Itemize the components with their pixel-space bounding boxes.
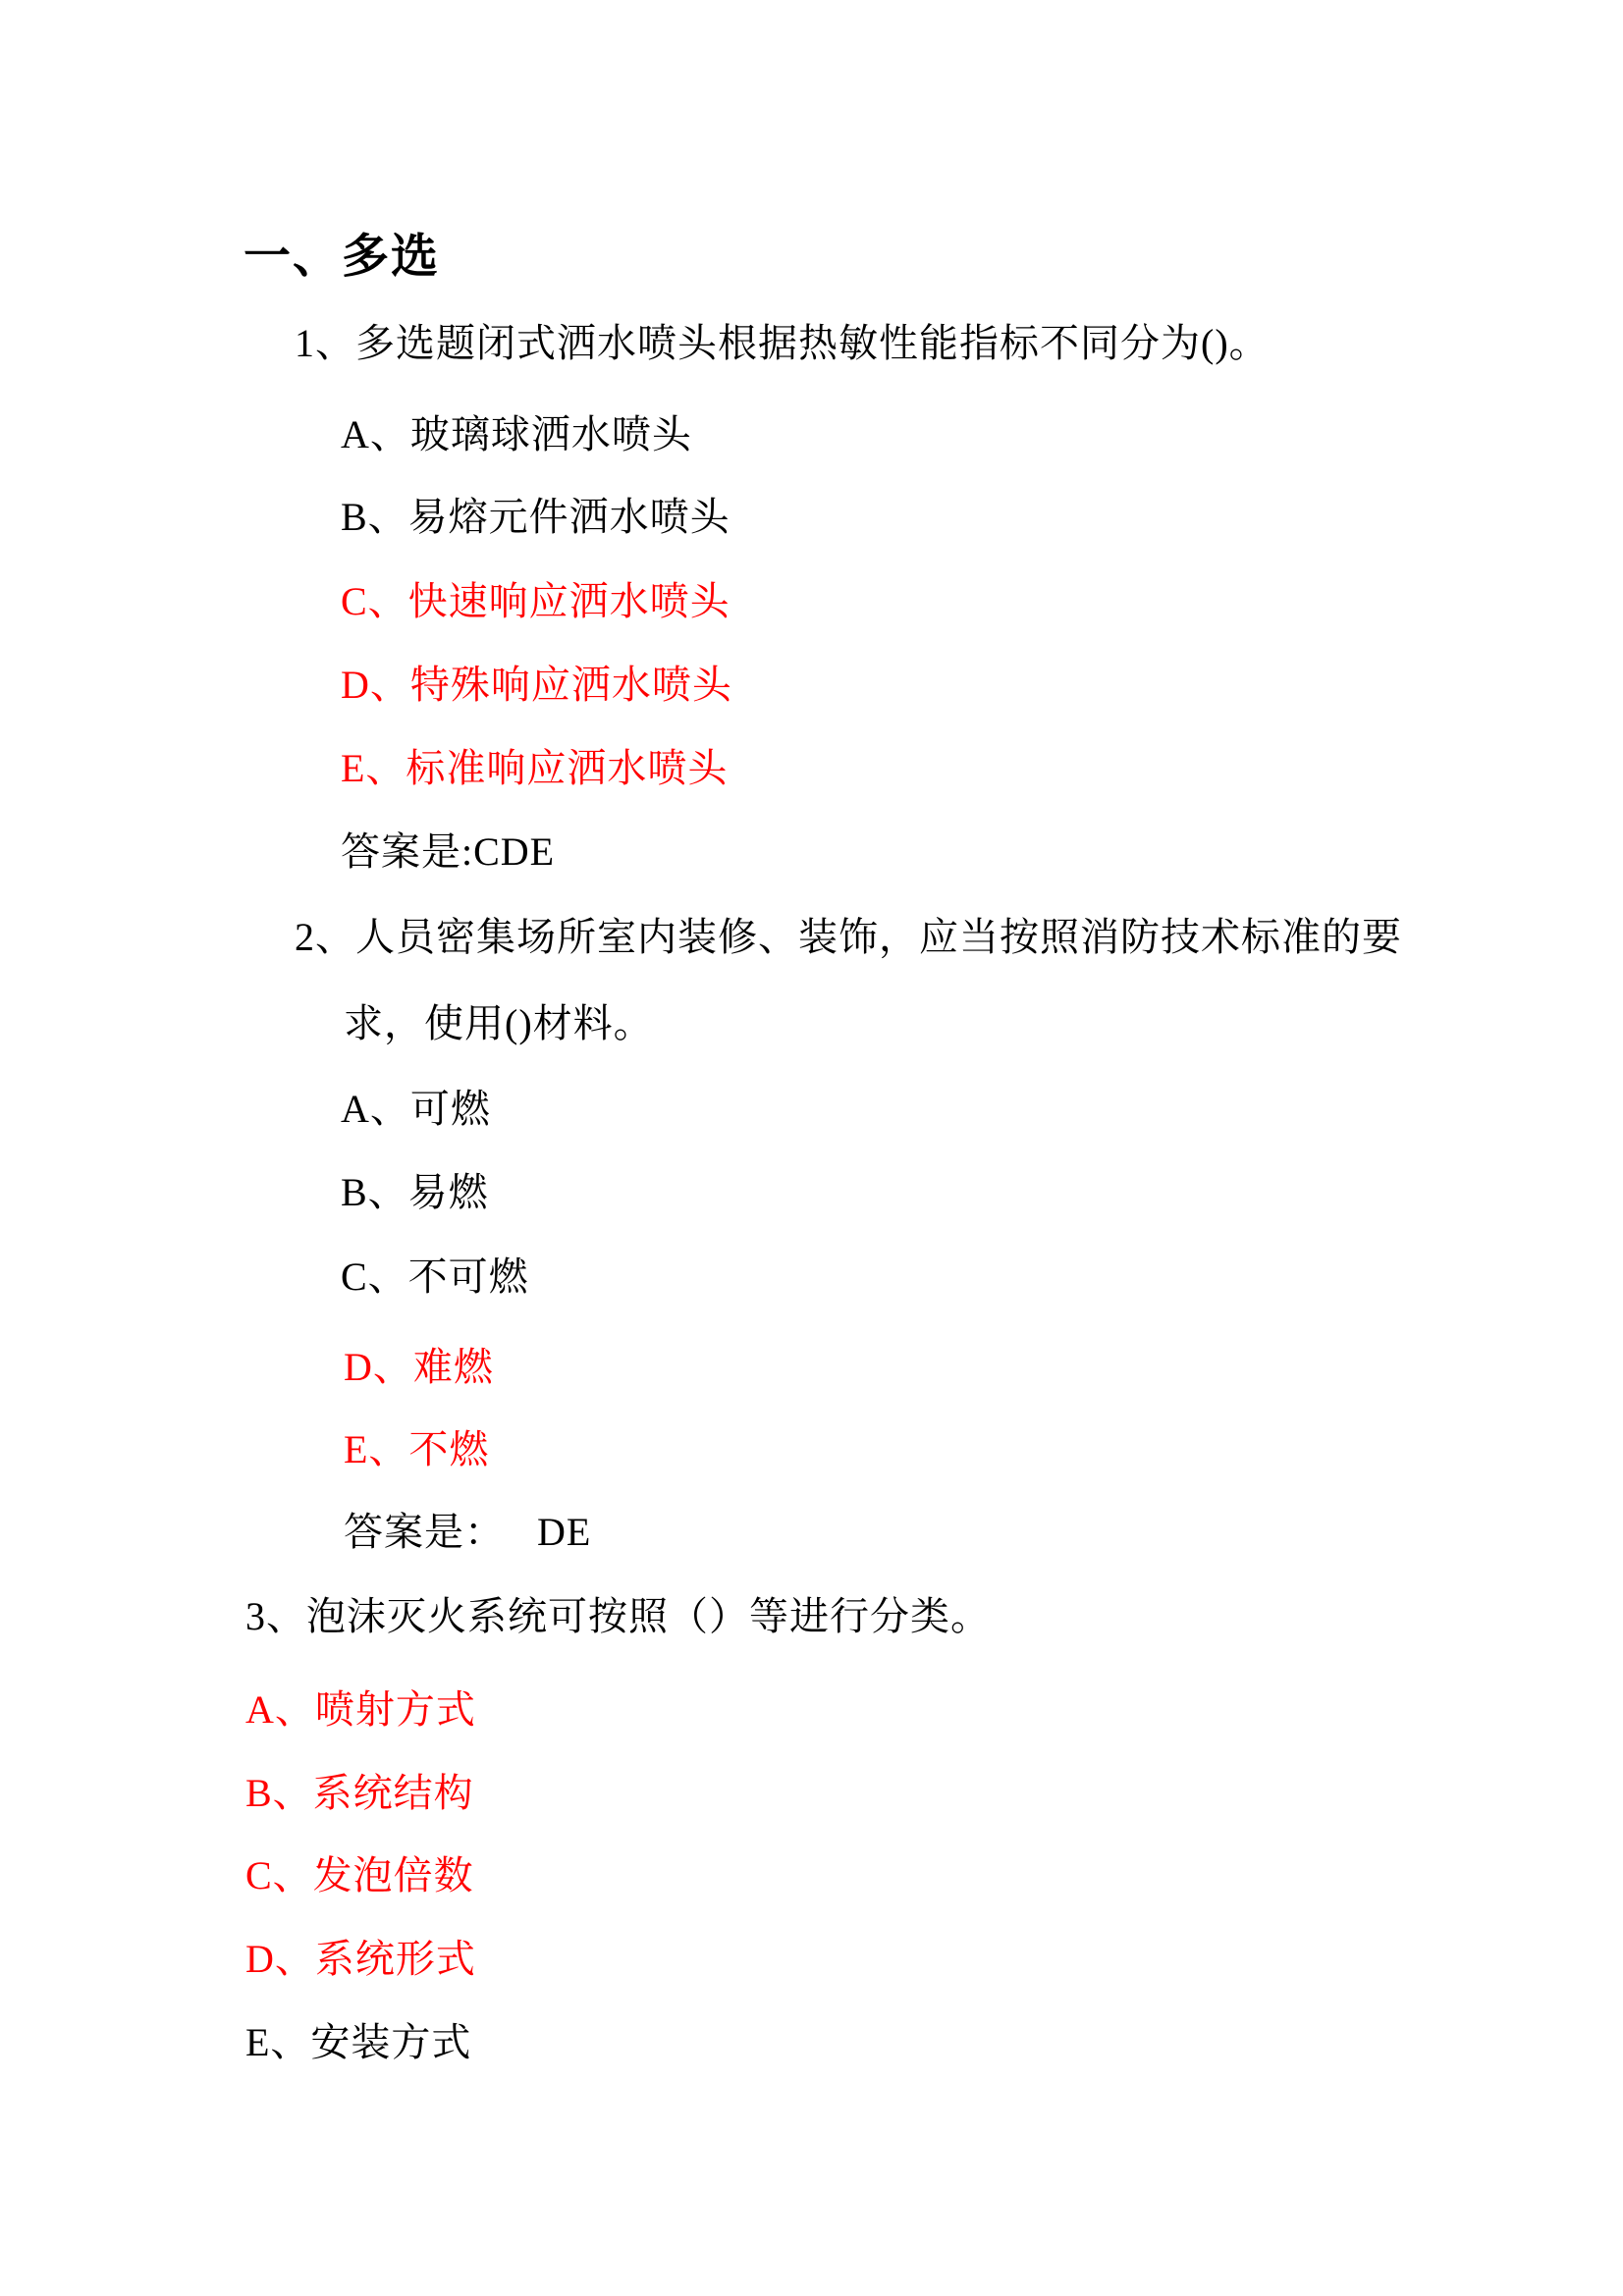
question-2-option-e: E、不燃 [344,1427,490,1471]
question-3-stem: 3、泡沫灭火系统可按照（）等进行分类。 [245,1594,991,1638]
question-1-option-a: A、玻璃球洒水喷头 [341,412,692,456]
question-1-stem: 1、多选题闭式洒水喷头根据热敏性能指标不同分为()。 [295,321,1270,365]
question-2-option-d: D、难燃 [344,1345,494,1389]
question-1-answer: 答案是:CDE [341,829,556,874]
question-3-option-e: E、安装方式 [245,2020,472,2064]
question-2-option-c: C、不可燃 [341,1255,529,1299]
question-2-stem-line-1: 2、人员密集场所室内装修、装饰，应当按照消防技术标准的要 [295,915,1402,959]
section-title: 一、多选 [243,231,441,283]
question-2-answer: 答案是： DE [344,1510,592,1554]
question-3-option-d: D、系统形式 [245,1937,476,1981]
question-3-option-b: B、系统结构 [245,1771,474,1815]
question-1-option-c: C、快速响应洒水喷头 [341,579,730,623]
question-3-option-c: C、发泡倍数 [245,1853,474,1897]
question-2-option-a: A、可燃 [341,1087,491,1131]
question-2-stem-line-2: 求，使用()材料。 [344,1001,654,1045]
question-2-option-b: B、易燃 [341,1170,489,1214]
question-1-option-d: D、特殊响应洒水喷头 [341,663,732,707]
question-3-option-a: A、喷射方式 [245,1687,476,1732]
question-1-option-e: E、标准响应洒水喷头 [341,746,729,790]
question-1-option-b: B、易熔元件洒水喷头 [341,495,730,539]
